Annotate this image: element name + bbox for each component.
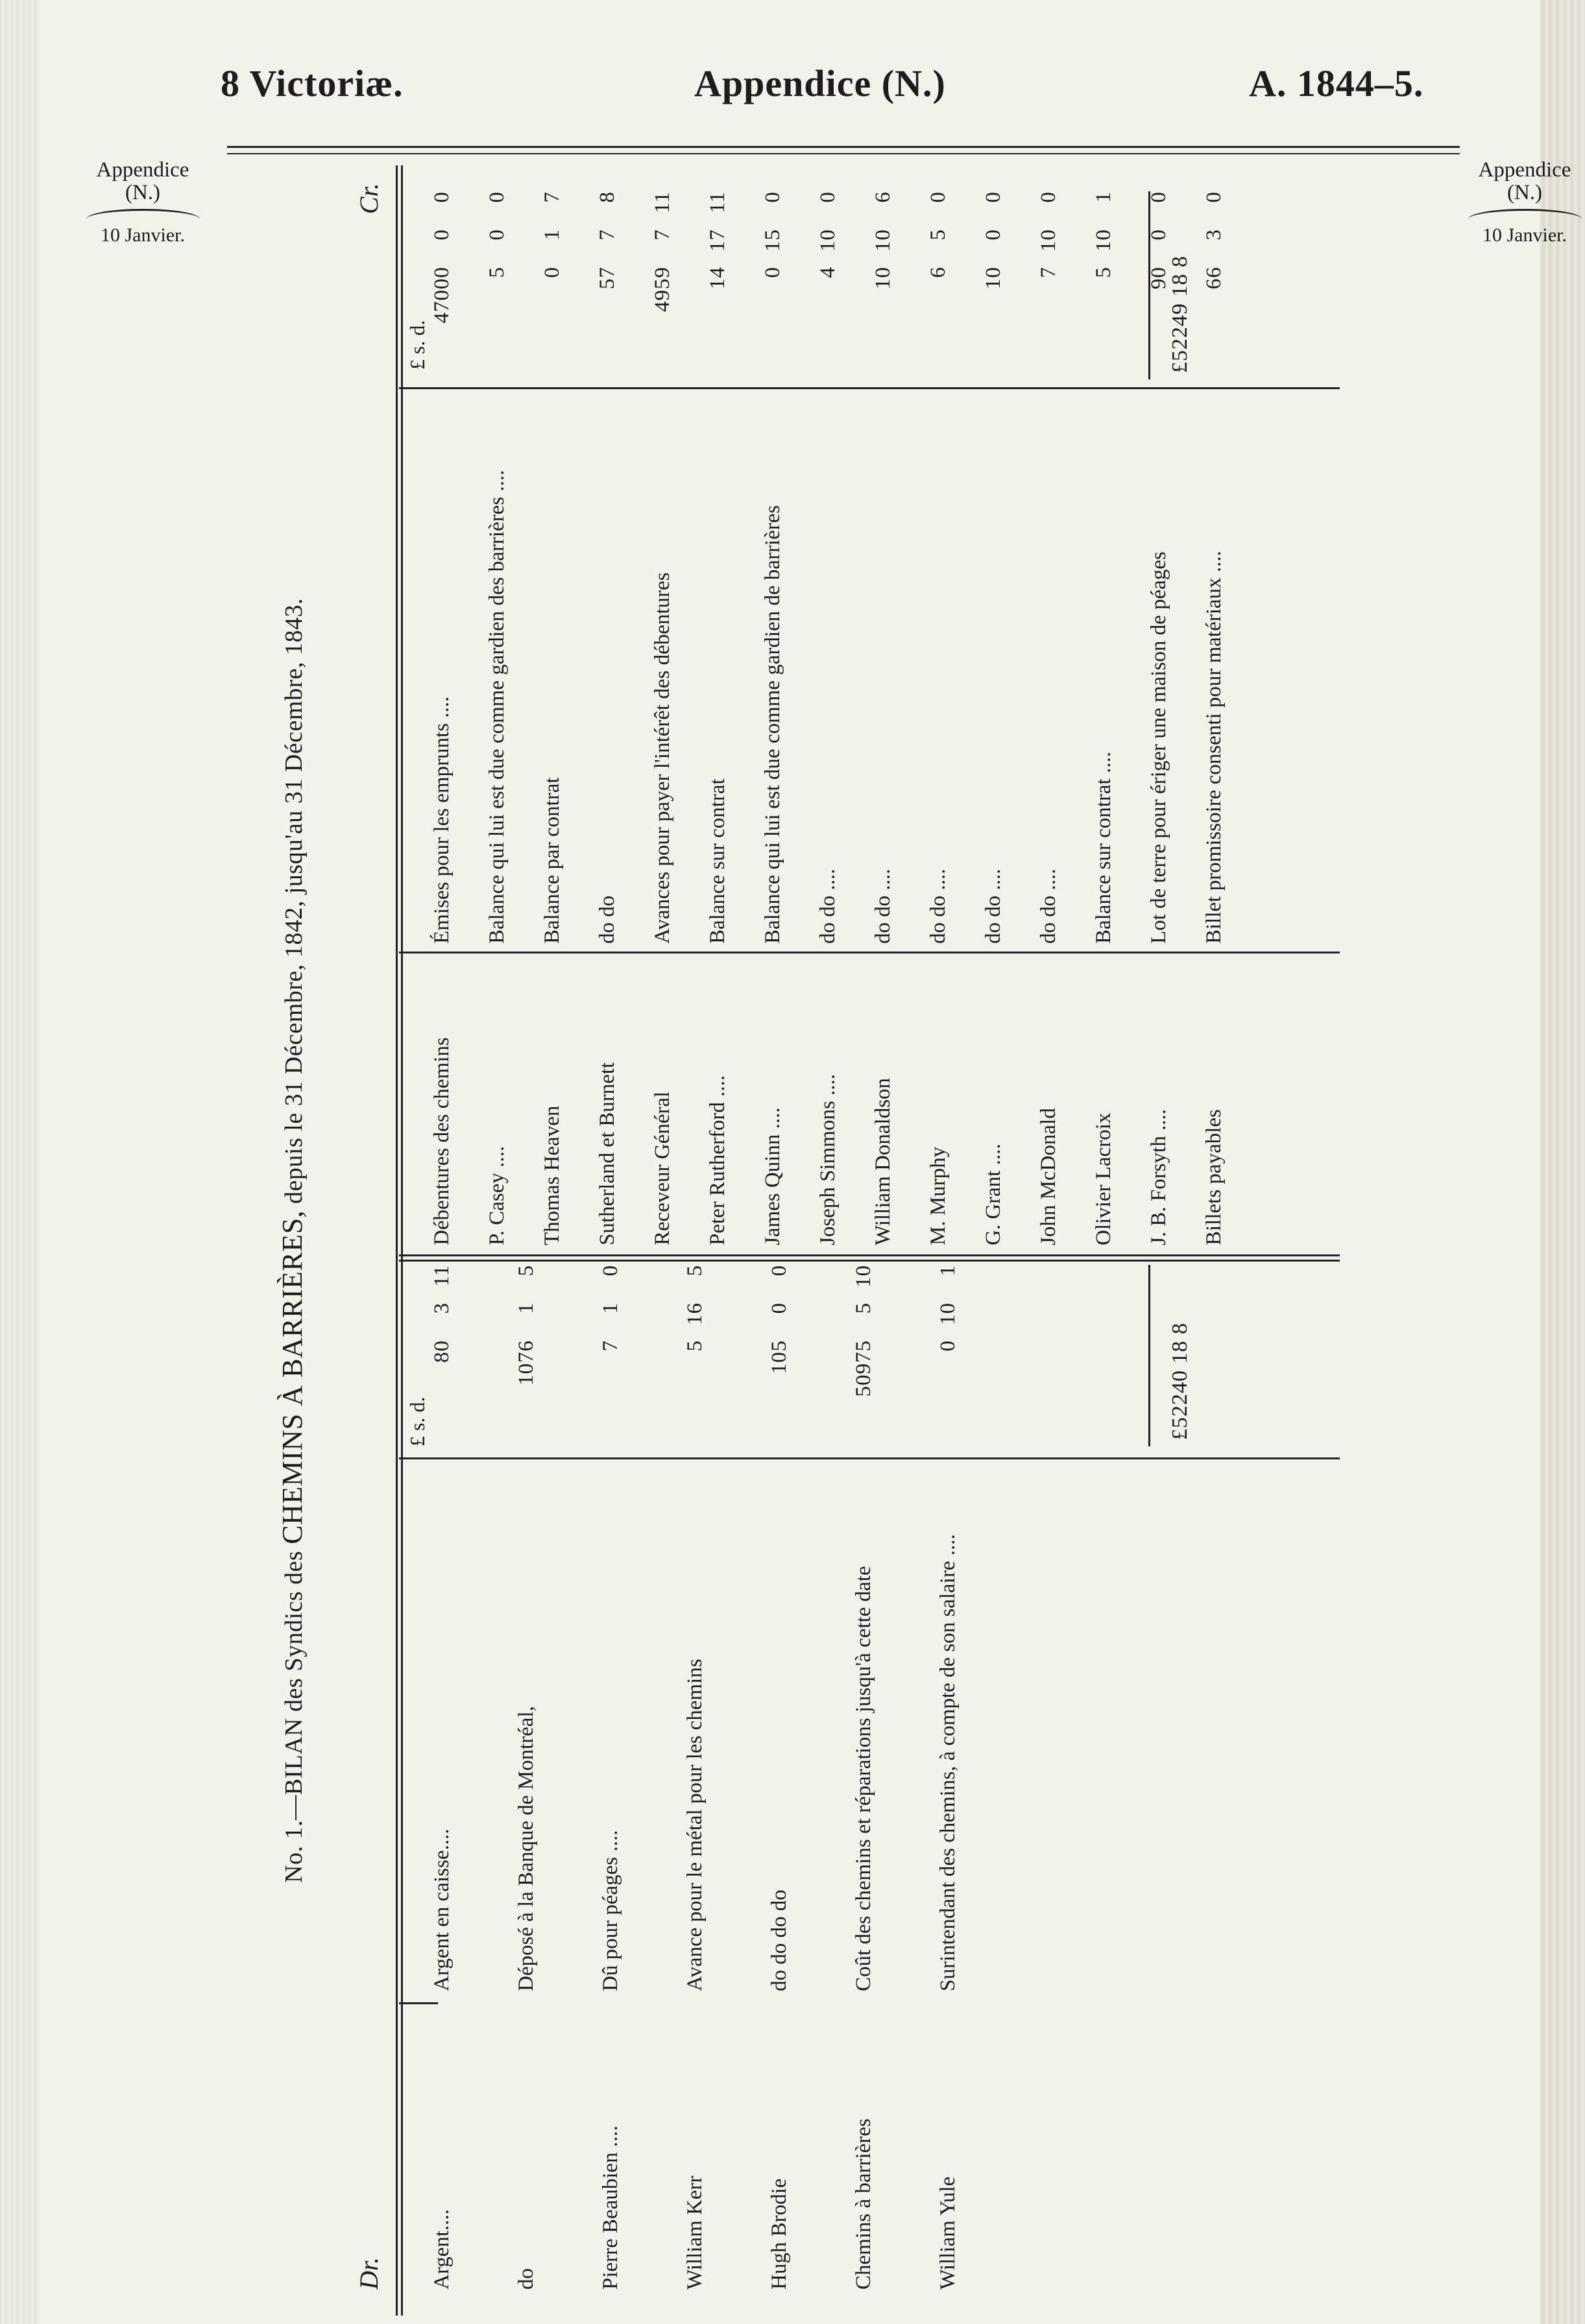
amount-pounds: 7 (1037, 267, 1060, 278)
amount-pounds: 7 (599, 1340, 622, 1352)
dr-label: Dr. (354, 2257, 383, 2290)
party-name: William Yule (936, 2176, 960, 2290)
amount-pence: 11 (706, 191, 729, 213)
amount-shillings: 15 (761, 229, 784, 252)
party-name: Argent.... (430, 2209, 454, 2290)
col-rule (399, 1254, 1340, 1256)
amount-shillings: 10 (871, 229, 895, 252)
amount-shillings: 1 (599, 1302, 622, 1314)
title-prefix: No. 1.—BILAN des Syndics des (280, 1544, 308, 1883)
debit-total-rule (1148, 1265, 1150, 1446)
currency-header: £ s. d. (405, 1396, 429, 1446)
amount (980, 191, 1007, 379)
header-year: A. 1844–5. (1249, 62, 1424, 104)
amount-pence: 10 (852, 1265, 875, 1288)
party-name: William Donaldson (871, 1077, 895, 1245)
party-name: Sutherland et Burnett (596, 1062, 619, 1245)
credit-total-rule (1148, 191, 1150, 379)
entry-description: Balance sur contrat .... (1092, 752, 1115, 944)
amount-shillings: 10 (816, 229, 840, 252)
amount-pounds: 10 (982, 267, 1005, 289)
col-rule (399, 1260, 1340, 1262)
entry-description: Dû pour péages .... (599, 1830, 622, 1991)
amount-shillings: 0 (430, 229, 454, 241)
amount-shillings: 0 (768, 1302, 791, 1314)
header-rule (227, 146, 1460, 148)
margin-brace (1468, 209, 1582, 221)
credit-total: £52249 18 8 (1168, 256, 1192, 373)
entry-description: Déposé à la Banque de Montréal, (514, 1706, 538, 1991)
party-name: do (514, 2268, 538, 2290)
entry-description: do do .... (816, 869, 840, 944)
amount (681, 1265, 708, 1453)
title-suffix: depuis le 31 Décembre, 1842, jusqu'au 31 Décembre, 1843. (280, 598, 308, 1210)
margin-brace (86, 209, 200, 221)
amount-pounds: 0 (540, 267, 564, 278)
amount-pounds: 10 (871, 267, 895, 289)
rotated-ledger (276, 165, 1453, 2316)
entry-description: do do .... (1037, 869, 1060, 944)
amount-shillings: 5 (926, 229, 950, 241)
party-name: Pierre Beaubien .... (599, 2126, 622, 2290)
party-name: Thomas Heaven (540, 1105, 564, 1245)
entry-description: Balance qui lui est due comme gardien des barrières .... (485, 470, 509, 944)
entry-description: Billet promissoire consenti pour matériaux .... (1202, 551, 1226, 944)
party-name: J. B. Forsyth .... (1147, 1109, 1170, 1245)
col-rule (399, 1457, 1340, 1459)
party-name: William Kerr (683, 2175, 707, 2290)
header-session: 8 Victoriæ. (221, 62, 404, 104)
margin-note-title: Appendice (96, 158, 189, 182)
entry-description: Surintendant des chemins, à compte de son salaire .... (936, 1534, 960, 1991)
amount-pence: 5 (514, 1265, 538, 1276)
party-name: Hugh Brodie (768, 2178, 791, 2290)
amount-pence: 0 (1202, 191, 1226, 203)
page-edge-left (0, 0, 39, 2324)
header-rule (227, 153, 1460, 154)
amount-pence: 0 (430, 191, 454, 203)
amount-pence: 1 (936, 1265, 960, 1276)
entry-description: Balance sur contrat (706, 778, 729, 944)
table-rule-top (401, 165, 403, 2316)
amount (538, 191, 566, 379)
amount-pence: 6 (871, 191, 895, 203)
party-name: G. Grant .... (982, 1144, 1005, 1245)
amount-pounds: 14 (706, 267, 729, 289)
entry-description: Argent en caisse.... (430, 1828, 454, 1991)
amount-shillings: 7 (596, 229, 619, 241)
amount-shillings: 0 (1147, 229, 1170, 241)
entry-description: Coût des chemins et réparations jusqu'à cette date (852, 1566, 875, 1991)
amount-shillings: 10 (1037, 229, 1060, 252)
amount-shillings: 5 (852, 1302, 875, 1314)
party-name: Débentures des chemins (430, 1037, 454, 1245)
party-name: Billets payables (1202, 1109, 1226, 1245)
amount-shillings: 3 (1202, 229, 1226, 241)
party-name: P. Casey .... (485, 1145, 509, 1245)
amount (597, 1265, 624, 1453)
amount-pence: 0 (599, 1265, 622, 1276)
amount-pence: 0 (768, 1265, 791, 1276)
header-appendix: Appendice (N.) (694, 62, 946, 104)
amount (869, 191, 897, 379)
amount-shillings: 1 (540, 229, 564, 241)
margin-note-date: 10 Janvier. (101, 224, 185, 246)
entry-description: do do (596, 895, 619, 944)
amount-pounds: 0 (761, 267, 784, 278)
title-main: CHEMINS À BARRIÈRES, (276, 1210, 308, 1544)
party-name: Peter Rutherford .... (706, 1075, 729, 1245)
amount-pounds: 4959 (651, 267, 674, 312)
amount-pence: 0 (1147, 191, 1170, 203)
entry-description: Émises pour les emprunts .... (430, 696, 454, 944)
party-name: James Quinn .... (761, 1107, 784, 1245)
entry-description: Avance pour le métal pour les chemins (683, 1659, 707, 1991)
page-edge-right (1540, 0, 1585, 2324)
amount (513, 1265, 540, 1453)
party-name: Chemins à barrières (852, 2118, 875, 2290)
col-rule (399, 2002, 438, 2004)
amount-pounds: 90 (1147, 267, 1170, 289)
amount (1090, 191, 1117, 379)
entry-description: Avances pour payer l'intérêt des débentures (651, 572, 674, 944)
amount-shillings: 0 (982, 229, 1005, 241)
amount-pounds: 50975 (852, 1340, 875, 1397)
margin-note-date: 10 Janvier. (1482, 224, 1567, 246)
amount-pence: 7 (540, 191, 564, 203)
amount-shillings: 3 (430, 1302, 454, 1314)
amount-shillings: 7 (651, 229, 674, 241)
party-name: Receveur Général (651, 1091, 674, 1245)
entry-description: do do .... (926, 869, 950, 944)
amount-shillings: 1 (514, 1302, 538, 1314)
table-title (276, 165, 309, 2316)
amount (1200, 191, 1228, 379)
amount-shillings: 0 (485, 229, 509, 241)
amount-shillings: 17 (706, 229, 729, 252)
col-rule (399, 387, 1340, 389)
amount-pounds: 5 (485, 267, 509, 278)
amount-pounds: 0 (936, 1340, 960, 1352)
margin-note-left (68, 159, 217, 246)
amount (594, 191, 621, 379)
amount (759, 191, 786, 379)
amount-pence: 0 (816, 191, 840, 203)
amount-shillings: 16 (683, 1302, 707, 1325)
amount-pounds: 80 (430, 1340, 454, 1363)
entry-description: Balance qui lui est due comme gardien de barrières (761, 505, 784, 944)
amount-shillings: 10 (1092, 229, 1115, 252)
amount (766, 1265, 793, 1453)
currency-header: £ s. d. (405, 320, 429, 370)
amount-pence: 0 (761, 191, 784, 203)
debit-total: £52240 18 8 (1168, 1323, 1192, 1440)
amount-pence: 11 (430, 1265, 454, 1287)
amount (428, 1265, 455, 1453)
margin-note-title: Appendice (1478, 158, 1571, 182)
amount-pounds: 105 (768, 1340, 791, 1374)
amount-pence: 11 (651, 191, 674, 213)
amount (814, 191, 841, 379)
amount (1035, 191, 1062, 379)
party-name: Joseph Simmons .... (816, 1073, 840, 1245)
amount-pounds: 6 (926, 267, 950, 278)
col-rule (399, 952, 1340, 953)
entry-description: do do do do (768, 1889, 791, 1991)
amount (934, 1265, 962, 1453)
amount (649, 191, 676, 379)
amount-pounds: 1076 (514, 1340, 538, 1385)
amount (704, 191, 731, 379)
amount-pence: 1 (1092, 191, 1115, 203)
amount (483, 191, 511, 379)
amount (428, 191, 455, 379)
margin-note-subtitle: (N.) (1506, 180, 1543, 204)
amount-pence: 0 (1037, 191, 1060, 203)
amount-pounds: 4 (816, 267, 840, 278)
amount-pounds: 57 (596, 267, 619, 289)
cr-label: Cr. (354, 183, 383, 214)
amount-pounds: 47000 (430, 267, 454, 324)
amount-pounds: 5 (683, 1340, 707, 1352)
entry-description: Lot de terre pour ériger une maison de péages (1147, 551, 1170, 944)
margin-note-subtitle: (N.) (125, 180, 161, 204)
table-rule-top (396, 165, 398, 2316)
entry-description: do do .... (871, 869, 895, 944)
party-name: Olivier Lacroix (1092, 1112, 1115, 1245)
entry-description: do do .... (982, 869, 1005, 944)
amount-pence: 0 (982, 191, 1005, 203)
amount-pounds: 5 (1092, 267, 1115, 278)
amount-pence: 8 (596, 191, 619, 203)
entry-description: Balance par contrat (540, 777, 564, 944)
amount-pence: 0 (485, 191, 509, 203)
party-name: John McDonald (1037, 1108, 1060, 1245)
amount (850, 1265, 877, 1453)
margin-note-right (1460, 159, 1585, 246)
amount-shillings: 10 (936, 1302, 960, 1325)
amount-pence: 0 (926, 191, 950, 203)
amount-pounds: 66 (1202, 267, 1226, 289)
amount (925, 191, 952, 379)
amount-pence: 5 (683, 1265, 707, 1276)
party-name: M. Murphy (926, 1146, 950, 1245)
